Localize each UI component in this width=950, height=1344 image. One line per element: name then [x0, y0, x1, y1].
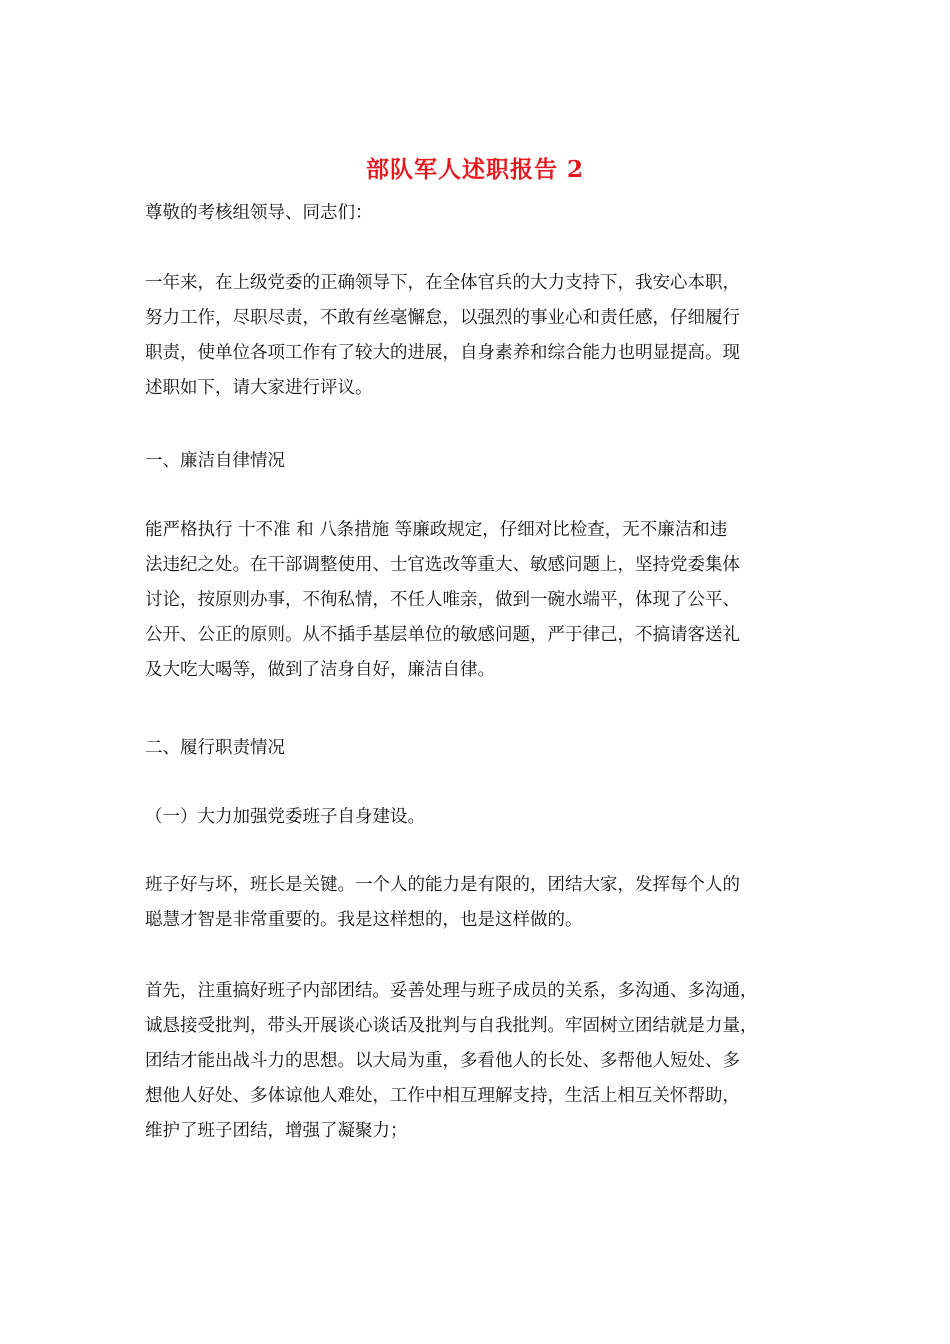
- section-heading-2: [145, 731, 815, 766]
- paragraph-line: 团结才能出战斗力的思想。以大局为重，多看他人的长处、多帮他人短处、多: [145, 1051, 740, 1071]
- paragraph-line: 努力工作，尽职尽责，不敢有丝毫懈怠，以强烈的事业心和责任感，仔细履行: [145, 308, 740, 328]
- paragraph-line: 诚恳接受批判，带头开展谈心谈话及批判与自我批判。牢固树立团结就是力量，: [145, 1016, 758, 1036]
- paragraph-intro: [145, 266, 815, 406]
- subsection-heading-line: （一）大力加强党委班子自身建设。: [145, 807, 425, 827]
- paragraph-line: 一年来，在上级党委的正确领导下，在全体官兵的大力支持下，我安心本职，: [145, 273, 740, 293]
- paragraph-team-leader: [145, 868, 815, 938]
- paragraph-line: 述职如下，请大家进行评议。: [145, 378, 373, 398]
- paragraph-line: 法违纪之处。在干部调整使用、士官选改等重大、敏感问题上，坚持党委集体: [145, 555, 740, 575]
- paragraph-line: 职责，使单位各项工作有了较大的进展，自身素养和综合能力也明显提高。现: [145, 343, 740, 363]
- paragraph-integrity: [145, 513, 815, 688]
- section-heading-line: 二、履行职责情况: [145, 738, 285, 758]
- subsection-heading-1: [145, 800, 815, 835]
- paragraph-line: 聪慧才智是非常重要的。我是这样想的，也是这样做的。: [145, 910, 583, 930]
- paragraph-line: 首先，注重搞好班子内部团结。妥善处理与班子成员的关系，多沟通、多沟通，: [145, 981, 758, 1001]
- paragraph-line: 讨论，按原则办事，不徇私情，不任人唯亲，做到一碗水端平，体现了公平、: [145, 590, 740, 610]
- paragraph-line: 及大吃大喝等，做到了洁身自好，廉洁自律。: [145, 660, 495, 680]
- section-heading-1: [145, 444, 815, 479]
- paragraph-line: 公开、公正的原则。从不插手基层单位的敏感问题，严于律己，不搞请客送礼: [145, 625, 740, 645]
- paragraph-line: 维护了班子团结，增强了凝聚力；: [145, 1121, 408, 1141]
- document-title: 部队军人述职报告 2: [365, 156, 584, 183]
- salutation-line: 尊敬的考核组领导、同志们：: [145, 203, 373, 223]
- paragraph-line: 能严格执行 十不准 和 八条措施 等廉政规定，仔细对比检查，无不廉洁和违: [145, 520, 728, 540]
- paragraph-line: 班子好与坏，班长是关键。一个人的能力是有限的，团结大家，发挥每个人的: [145, 875, 740, 895]
- salutation: [145, 196, 815, 231]
- paragraph-line: 想他人好处、多体谅他人难处，工作中相互理解支持，生活上相互关怀帮助，: [145, 1086, 740, 1106]
- section-heading-line: 一、廉洁自律情况: [145, 451, 285, 471]
- paragraph-unity: [145, 974, 815, 1149]
